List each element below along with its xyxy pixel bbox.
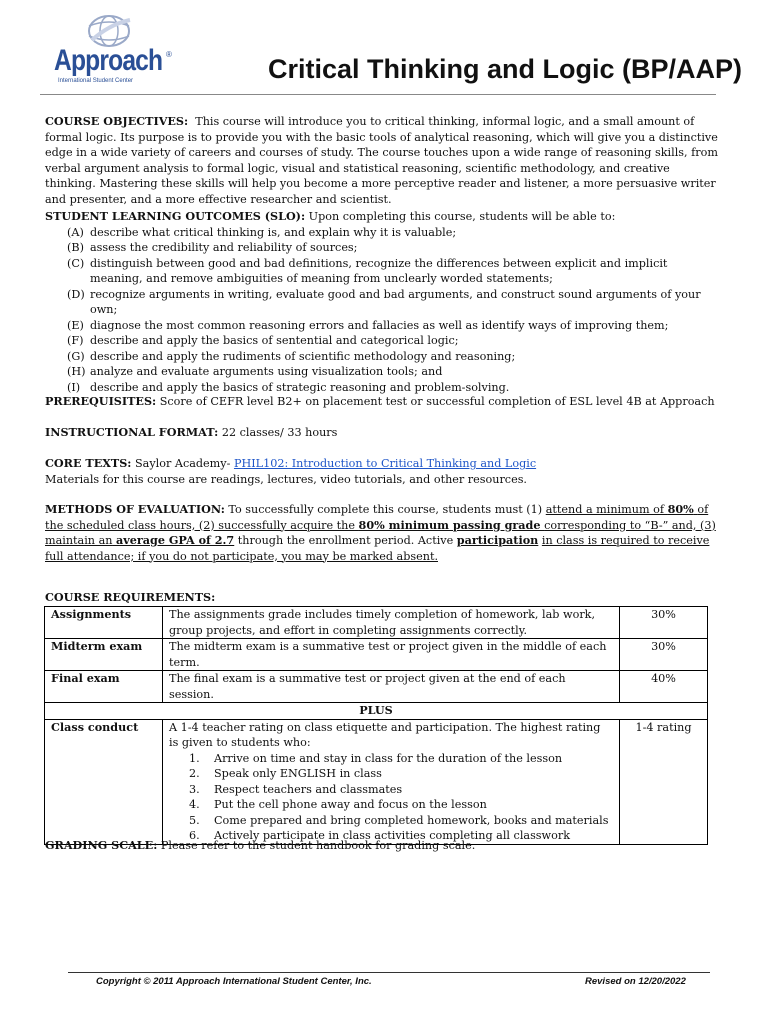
globe-icon bbox=[86, 14, 132, 48]
list-item: 1. Arrive on time and stay in class for the duration of the lesson bbox=[189, 751, 563, 765]
list-item: 3. Respect teachers and classmates bbox=[189, 782, 403, 796]
list-item: (H) analyze and evaluate arguments using visualization tools; and bbox=[67, 365, 443, 378]
slo-intro: Upon completing this course, students will be able to: bbox=[308, 210, 616, 223]
list-item: 6. Actively participate in class activities completing all classwork bbox=[189, 829, 570, 842]
list-item: (D) recognize arguments in writing, evaluate good and bad arguments, and construct sound arguments of your own; bbox=[67, 287, 701, 316]
list-item: (E) diagnose the most common reasoning errors and fallacies as well as identify ways of improving them; bbox=[67, 318, 669, 332]
list-item: (B) assess the credibility and reliability of sources; bbox=[67, 241, 358, 254]
grading-scale bbox=[45, 838, 721, 854]
grading-text: Please refer to the student handbook for grading scale. bbox=[160, 839, 476, 852]
core-texts bbox=[45, 456, 721, 487]
list-item: (C) distinguish between good and bad definitions, recognize the differences between explicit and implicit meaning, and remove ambiguities of meaning from unclearly worded statements; bbox=[67, 256, 668, 285]
conduct-intro: A 1-4 teacher rating on class etiquette and participation. The highest rating is given to students who: bbox=[169, 720, 601, 749]
requirements-table bbox=[44, 606, 708, 845]
list-item: 5. Come prepared and bring completed homework, books and materials bbox=[189, 813, 609, 827]
table-row: Assignments The assignments grade includes timely completion of homework, lab work, group projects, and effort in completing assignments correctly. 30% bbox=[45, 607, 708, 639]
table-row: Class conduct A 1-4 teacher rating on class etiquette and participation. The highest rating is given to students who: 1. Arrive on time and stay in class for the duration of the lesson 2. Speak only ENGLISH in class 3. Respect teachers and classmates 4. Put the cell phone away and focus on the lesson 5. Come prepared and bring completed homework, books and materials 6. Actively participate in class activities completing all classwork 1-4 rating bbox=[45, 719, 708, 844]
course-objectives bbox=[45, 114, 721, 207]
list-item: (I) describe and apply the basics of strategic reasoning and problem-solving. bbox=[67, 380, 510, 394]
footer-revised: Revised on 12/20/2022 bbox=[585, 976, 686, 987]
page-title: Critical Thinking and Logic (BP/AAP) bbox=[268, 54, 743, 84]
list-item: (F) describe and apply the basics of sentential and categorical logic; bbox=[67, 334, 459, 347]
instructional-format bbox=[45, 425, 721, 441]
registered-mark: ® bbox=[166, 50, 172, 59]
core-prefix: Saylor Academy- bbox=[135, 457, 231, 470]
logo-subtitle: International Student Center bbox=[58, 78, 134, 84]
evaluation-label: METHODS OF EVALUATION: bbox=[45, 502, 225, 516]
table-row: Final exam The final exam is a summative test or project given at the end of each session. 40% bbox=[45, 671, 708, 703]
objectives-text: This course will introduce you to critical thinking, informal logic, and a small amount of formal logic. Its purpose is to provide you with the basic tools of analytical reasoning, which will give you a distinctive edge in a wide variety of careers and courses of study. The course touches upon a wide range of reasoning skills, from verbal argument analysis to formal logic, visual and statistical reasoning, scientific methodology, and creative thinking. Mastering these skills will help you become a more perceptive reader and listener, a more persuasive writer and presenter, and a more effective researcher and scientist. bbox=[45, 115, 718, 206]
format-text: 22 classes/ 33 hours bbox=[221, 426, 338, 439]
logo-wordmark: Approach bbox=[54, 44, 163, 77]
requirements-heading: COURSE REQUIREMENTS: bbox=[45, 590, 216, 604]
approach-logo bbox=[54, 14, 178, 84]
slo-list bbox=[45, 225, 721, 396]
phil102-link[interactable]: PHIL102: Introduction to Critical Thinking and Logic bbox=[233, 457, 537, 470]
list-item: 4. Put the cell phone away and focus on the lesson bbox=[189, 798, 487, 811]
core-materials: Materials for this course are readings, lectures, video tutorials, and other resources. bbox=[45, 472, 527, 486]
learning-outcomes bbox=[45, 209, 721, 395]
conduct-list bbox=[169, 751, 613, 844]
core-label: CORE TEXTS: bbox=[45, 456, 132, 470]
table-row bbox=[45, 703, 708, 720]
footer-divider bbox=[68, 972, 710, 973]
plus-divider: PLUS bbox=[45, 703, 708, 720]
footer-copyright: Copyright © 2011 Approach International Student Center, Inc. bbox=[96, 976, 372, 987]
list-item: 2. Speak only ENGLISH in class bbox=[189, 767, 382, 780]
slo-label: STUDENT LEARNING OUTCOMES (SLO): bbox=[45, 209, 306, 223]
grading-label: GRADING SCALE: bbox=[45, 838, 158, 852]
prereq-text: Score of CEFR level B2+ on placement test or successful completion of ESL level 4B at Approach bbox=[159, 395, 715, 408]
format-label: INSTRUCTIONAL FORMAT: bbox=[45, 425, 219, 439]
prerequisites bbox=[45, 394, 721, 410]
prereq-label: PREREQUISITES: bbox=[45, 394, 157, 408]
list-item: (A) describe what critical thinking is, and explain why it is valuable; bbox=[67, 225, 457, 239]
objectives-label: COURSE OBJECTIVES: bbox=[45, 114, 189, 128]
list-item: (G) describe and apply the rudiments of scientific methodology and reasoning; bbox=[67, 349, 516, 363]
methods-of-evaluation: METHODS OF EVALUATION: To successfully complete this course, students must (1) attend a minimum of 80% of the scheduled class hours, (2) successfully acquire the 80% minimum passing grade corresponding to “B-” and, (3) maintain an average GPA of 2.7 through the enrollment period. Active participation in class is required to receive full attendance; if you do not participate, you may be marked absent. bbox=[45, 502, 716, 563]
header-divider bbox=[40, 94, 716, 95]
table-row: Midterm exam The midterm exam is a summative test or project given in the middle of each term. 30% bbox=[45, 639, 708, 671]
